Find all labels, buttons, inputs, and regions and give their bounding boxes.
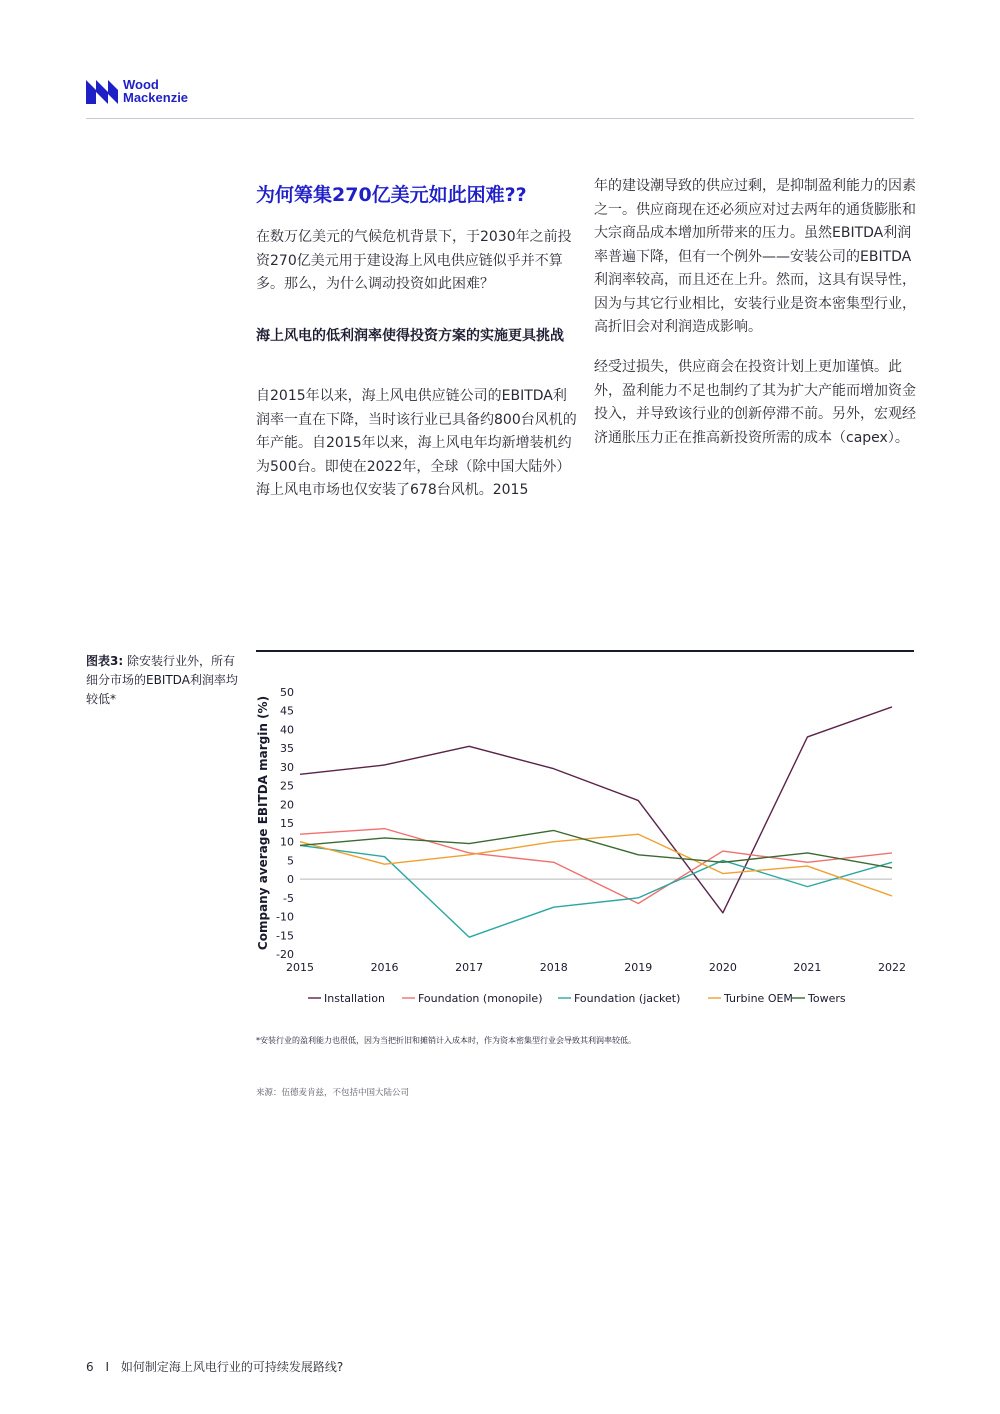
body-paragraph-3: 经受过损失，供应商会在投资计划上更加谨慎。此外，盈利能力不足也制约了其为扩大产能而增加资金投入，并导致该行业的创新停滞不前。另外，宏观经济通胀压力正在推高新投资所需的成本（capex）。	[594, 359, 916, 446]
logo-wordmark: Wood Mackenzie	[123, 77, 189, 105]
y-tick-label: 35	[280, 742, 294, 756]
y-tick-label: 40	[280, 723, 294, 737]
page-footer	[86, 1358, 686, 1375]
x-tick-label: 2018	[539, 961, 568, 974]
series-line-foundation-jacket	[300, 845, 892, 937]
y-tick-label: 5	[287, 854, 294, 868]
y-tick-label: -15	[276, 929, 294, 943]
y-tick-label: 45	[280, 704, 294, 718]
y-axis-title: Company average EBITDA margin (%)	[256, 695, 270, 951]
x-tick-label: 2022	[878, 961, 906, 974]
y-tick-label: -20	[276, 948, 294, 961]
intro-paragraph: 在数万亿美元的气候危机背景下，于2030年之前投资270亿美元用于建设海上风电供应链似乎并不算多。那么，为什么调动投资如此困难？	[256, 229, 572, 292]
chart-canvas	[250, 678, 920, 1023]
legend-label: Installation	[324, 992, 385, 1005]
ebitda-margin-line-chart	[250, 678, 920, 1023]
figure-source: 来源：伍德麦肯兹，不包括中国大陆公司	[256, 1088, 410, 1098]
figure-divider	[256, 650, 914, 652]
wood-mackenzie-mark-icon	[86, 78, 118, 104]
y-tick-label: 50	[280, 686, 294, 699]
y-tick-label: 25	[280, 779, 294, 793]
footer-separator: I	[105, 1360, 110, 1374]
section-heading: 为何筹集270亿美元如此困难??	[256, 184, 527, 206]
body-paragraph-2: 年的建设潮导致的供应过剩，是抑制盈利能力的因素之一。供应商现在还必须应对过去两年的通货膨胀和大宗商品成本增加所带来的压力。虽然EBITDA利润率普遍下降，但有一个例外——安装公司的EBITDA利润率较高，而且还在上升。然而，这具有误导性，因为与其它行业相比，安装行业是资本密集型行业，高折旧会对利润造成影响。	[594, 178, 916, 335]
wood-mackenzie-logo	[86, 76, 236, 106]
x-tick-label: 2016	[370, 961, 399, 974]
series-line-turbine-oem	[300, 834, 892, 896]
x-tick-label: 2017	[455, 961, 484, 974]
header-divider	[86, 118, 914, 119]
x-tick-label: 2020	[708, 961, 737, 974]
y-tick-label: 0	[287, 873, 294, 887]
series-line-installation	[300, 707, 892, 913]
figure-label: 图表3:	[86, 654, 124, 668]
body-paragraph-1: 自2015年以来，海上风电供应链公司的EBITDA利润率一直在下降，当时该行业已具备约800台风机的年产能。自2015年以来，海上风电年均新增装机约为500台。即使在2022年，全球（除中国大陆外）海上风电市场也仅安装了678台风机。2015	[256, 388, 577, 498]
x-tick-label: 2015	[286, 961, 314, 974]
y-tick-label: 15	[280, 817, 294, 830]
y-tick-label: 20	[280, 798, 294, 812]
y-tick-label: 10	[280, 835, 294, 849]
figure-caption	[86, 652, 246, 709]
legend-label: Turbine OEM	[724, 992, 793, 1005]
footer-title: 如何制定海上风电行业的可持续发展路线?	[120, 1360, 344, 1374]
legend-label: Foundation (monopile)	[418, 992, 543, 1005]
legend-label: Towers	[808, 992, 846, 1005]
legend-label: Foundation (jacket)	[574, 992, 681, 1005]
y-tick-label: -5	[283, 891, 294, 905]
page-number: 6	[86, 1360, 94, 1374]
y-tick-label: 30	[280, 760, 294, 774]
figure-caption-text: 除安装行业外，所有细分市场的EBITDA利润率均较低*	[86, 654, 238, 706]
x-tick-label: 2019	[624, 961, 653, 974]
figure-footnote: *安装行业的盈利能力也很低，因为当把折旧和摊销计入成本时，作为资本密集型行业会导致其利润率较低。	[256, 1036, 636, 1045]
y-tick-label: -10	[276, 910, 294, 924]
sub-heading: 海上风电的低利润率使得投资方案的实施更具挑战	[256, 328, 564, 344]
x-tick-label: 2021	[793, 961, 822, 974]
